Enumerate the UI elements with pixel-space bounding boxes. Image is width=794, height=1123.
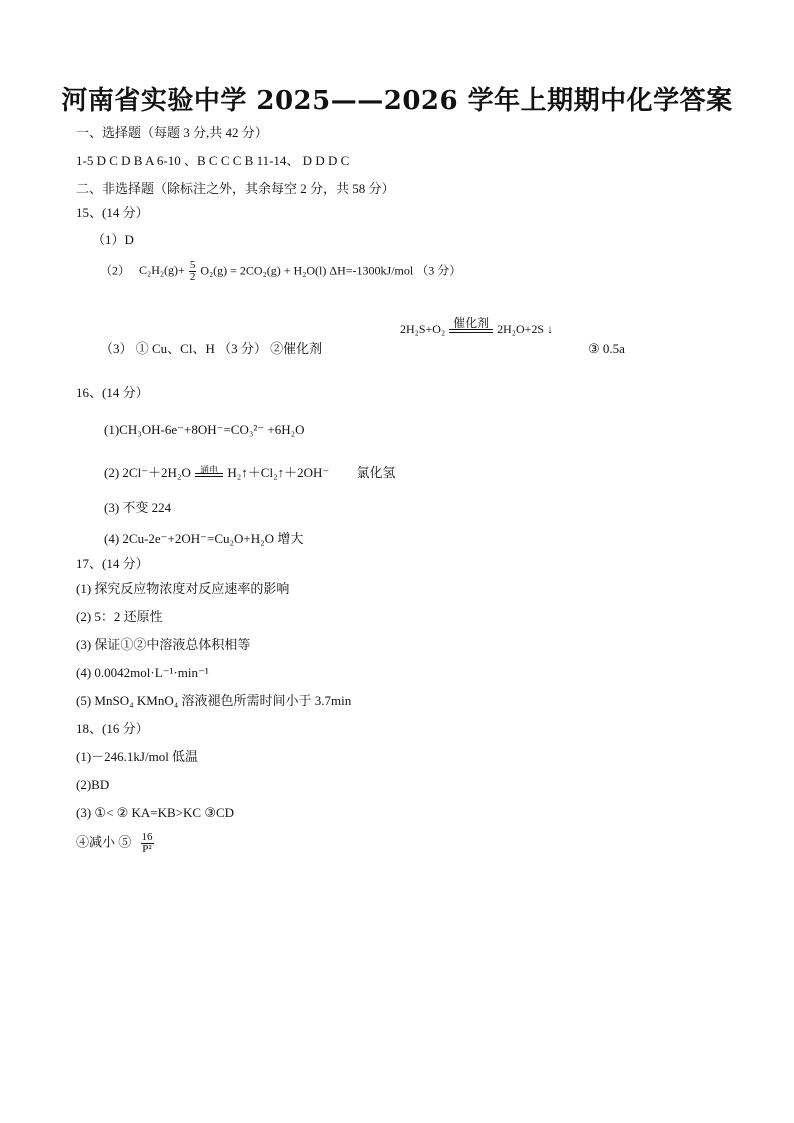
q18-answer-2: (2)BD — [76, 777, 110, 792]
q15-equation-left: 2H₂S+O₂ — [400, 322, 446, 336]
q18-fraction — [141, 832, 154, 855]
q16-answer-2 — [104, 464, 396, 482]
q16-answer-3: (3) 不变 224 — [104, 500, 172, 515]
q15-fraction-numerator: 5 — [189, 259, 196, 271]
page-title: 河南省实验中学 2025——2026 学年上期期中化学答案 — [61, 86, 733, 116]
q16-answer-1: (1)CH₃OH-6e⁻+8OH⁻=CO₃²⁻ +6H₂O — [104, 422, 305, 437]
q17-answer-3: (3) 保证①②中溶液总体积相等 — [76, 637, 251, 652]
q16-equation-post: H₂↑＋Cl₂↑＋2OH⁻ — [227, 465, 330, 480]
q15-fraction-denominator: 2 — [189, 271, 196, 283]
q16-answer-2-extra: 氯化氢 — [356, 465, 396, 480]
section-1-heading: 一、选择题（每题 3 分,共 42 分） — [76, 125, 268, 140]
q15-equation-post: O₂(g) = 2CO₂(g) + H₂O(l) ΔH=-1300kJ/mol — [200, 263, 414, 278]
section-2-heading: 二、非选择题（除标注之外，其余每空 2 分，共 58 分） — [76, 181, 395, 196]
q17-answer-5: (5) MnSO₄ KMnO₄ 溶液褪色所需时间小于 3.7min — [76, 693, 352, 708]
q15-answer-3: （3） ① Cu、Cl、H （3 分） ②催化剂 — [100, 341, 323, 356]
q15-heading: 15、(14 分） — [76, 205, 149, 220]
q15-answer-2 — [100, 260, 461, 283]
q17-answer-4: (4) 0.0042mol·L⁻¹·min⁻¹ — [76, 665, 209, 680]
q15-answer-3c: ③ 0.5a — [588, 341, 625, 356]
q15-catalyst-equation — [400, 316, 554, 337]
q18-answer-4-text: ④减小 ⑤ — [76, 834, 132, 850]
q15-equation-pre: C₂H₂(g)+ — [139, 263, 185, 278]
q15-answer-2-label: （2） — [100, 263, 131, 278]
q18-heading: 18、(16 分） — [76, 721, 149, 736]
q15-answer-2-score: （3 分） — [416, 263, 462, 278]
q17-answer-2: (2) 5：2 还原性 — [76, 609, 163, 624]
q18-answer-1: (1)－246.1kJ/mol 低温 — [76, 749, 199, 764]
catalyst-label: 催化剂 — [453, 316, 490, 330]
condition-arrow — [449, 316, 493, 333]
q18-answer-4 — [76, 832, 155, 855]
q17-answer-1: (1) 探究反应物浓度对反应速率的影响 — [76, 581, 290, 596]
electrolysis-label: 通电 — [200, 465, 219, 475]
multiple-choice-answers: 1-5 D C D B A 6-10 、B C C C B 11-14、 D D D C — [76, 153, 350, 168]
q18-answer-3: (3) ①< ② KA=KB>KC ③CD — [76, 805, 235, 820]
q18-fraction-numerator: 16 — [141, 831, 153, 843]
q16-equation-pre: (2) 2Cl⁻＋2H₂O — [104, 465, 191, 480]
q18-fraction-denominator: P² — [142, 843, 152, 855]
q16-heading: 16、(14 分） — [76, 385, 149, 400]
q17-heading: 17、(14 分） — [76, 556, 149, 571]
q15-equation-right: 2H₂O+2S ↓ — [497, 322, 554, 336]
q16-answer-4: (4) 2Cu-2e⁻+2OH⁻=Cu₂O+H₂O 增大 — [104, 531, 304, 546]
q15-fraction — [189, 260, 197, 283]
condition-arrow — [195, 465, 223, 477]
q15-answer-1: （1）D — [92, 232, 134, 247]
